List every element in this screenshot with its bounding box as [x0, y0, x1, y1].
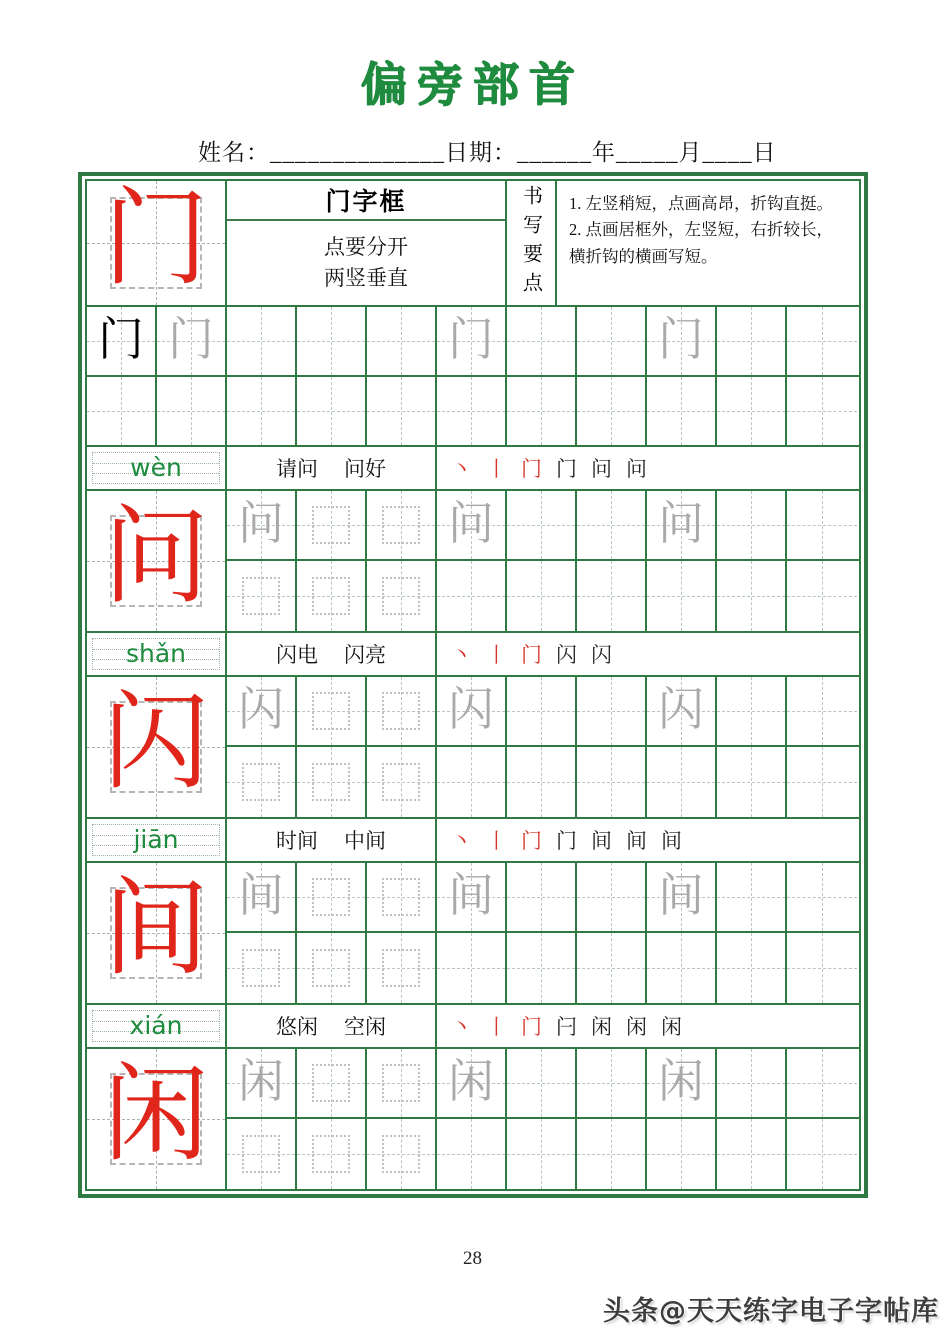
header-row — [87, 181, 859, 307]
practice-cell — [297, 933, 367, 1003]
practice-cell — [367, 933, 437, 1003]
stroke-glyph: 闲 — [661, 1015, 682, 1039]
practice-cell — [227, 1119, 297, 1189]
radical-subtitle-line: 两竖垂直 — [324, 266, 408, 290]
practice-cell — [297, 1049, 367, 1117]
trace-placeholder-box — [242, 949, 280, 987]
practice-cell — [437, 491, 507, 559]
trace-char: 闪 — [658, 684, 704, 736]
radical-model-char: 门 — [103, 180, 209, 298]
practice-cell — [297, 677, 367, 745]
practice-grid — [85, 179, 861, 1191]
pinyin-row — [87, 1005, 859, 1049]
practice-cell — [717, 1049, 787, 1117]
practice-cell — [647, 933, 717, 1003]
practice-cell — [87, 377, 157, 445]
pinyin-cell — [87, 447, 227, 489]
practice-cell — [647, 677, 717, 745]
radical-subtitle — [227, 221, 505, 305]
practice-cell — [437, 863, 507, 931]
stroke-glyph: 间 — [591, 829, 612, 853]
practice-cell — [507, 1119, 577, 1189]
practice-cell — [717, 747, 787, 817]
practice-cell — [647, 491, 717, 559]
practice-cell — [437, 377, 507, 445]
page-title: 偏旁部首 — [360, 57, 585, 111]
practice-cell — [717, 377, 787, 445]
practice-cell — [437, 1119, 507, 1189]
pinyin-row — [87, 819, 859, 863]
radical-name: 门字框 — [227, 181, 505, 221]
stroke-glyph: 闪 — [591, 643, 612, 667]
practice-cell — [787, 863, 857, 931]
model-char: 门 — [98, 314, 144, 366]
stroke-glyph: 门 — [521, 829, 542, 853]
practice-cell — [787, 561, 857, 631]
big-practice-row — [87, 491, 859, 631]
trace-char: 问 — [238, 498, 284, 550]
trace-placeholder-box — [312, 949, 350, 987]
practice-cell — [297, 307, 367, 375]
pinyin-cell — [87, 633, 227, 675]
character-block — [87, 819, 859, 1005]
trace-char: 门 — [448, 314, 494, 366]
practice-cell — [577, 677, 647, 745]
practice-cell — [367, 747, 437, 817]
practice-cell — [787, 491, 857, 559]
stroke-glyph: 丶 — [451, 643, 472, 667]
practice-cell — [787, 377, 857, 445]
stroke-glyph: 丶 — [451, 1015, 472, 1039]
practice-cell — [577, 377, 647, 445]
trace-placeholder-box — [382, 692, 420, 730]
trace-char: 间 — [658, 870, 704, 922]
practice-cell — [297, 1119, 367, 1189]
practice-cell — [437, 933, 507, 1003]
practice-row — [87, 377, 859, 447]
practice-cell — [437, 561, 507, 631]
watermark-text: 头条@天天练字电子字帖库 — [603, 1296, 939, 1327]
practice-cell — [647, 863, 717, 931]
practice-cell — [717, 491, 787, 559]
trace-char: 闪 — [238, 684, 284, 736]
stroke-glyph: 间 — [626, 829, 647, 853]
stroke-glyph: 丨 — [486, 643, 507, 667]
character-blocks — [87, 447, 859, 1189]
practice-cell — [787, 933, 857, 1003]
stroke-glyph: 间 — [661, 829, 682, 853]
notes-title-cell — [507, 181, 557, 305]
trace-placeholder-box — [312, 577, 350, 615]
practice-cell — [437, 677, 507, 745]
practice-cell — [227, 491, 297, 559]
stroke-glyph: 丨 — [486, 1015, 507, 1039]
stroke-order-cell — [437, 447, 859, 489]
word: 问好 — [344, 457, 386, 481]
radical-title-cell — [227, 181, 507, 305]
character-block — [87, 447, 859, 633]
practice-cell — [367, 863, 437, 931]
trace-placeholder-box — [242, 1135, 280, 1173]
trace-placeholder-box — [382, 878, 420, 916]
practice-cell — [717, 863, 787, 931]
practice-cell — [717, 677, 787, 745]
model-char-cell — [87, 1049, 227, 1189]
practice-row — [87, 307, 859, 377]
stroke-glyph: 闩 — [556, 1015, 577, 1039]
practice-cells-wrap — [227, 863, 859, 1003]
practice-cell — [227, 863, 297, 931]
practice-cell — [577, 307, 647, 375]
practice-cell — [717, 933, 787, 1003]
model-char-cell — [87, 863, 227, 1003]
trace-char: 闲 — [658, 1056, 704, 1108]
practice-cell — [647, 1119, 717, 1189]
radical-practice-rows — [87, 307, 859, 447]
practice-cell — [647, 307, 717, 375]
stroke-glyph: 门 — [521, 457, 542, 481]
trace-placeholder-box — [382, 949, 420, 987]
practice-cells-wrap — [227, 1049, 859, 1189]
trace-placeholder-box — [242, 577, 280, 615]
practice-row — [227, 491, 859, 561]
stroke-glyph: 门 — [556, 829, 577, 853]
model-char-red: 间 — [103, 870, 209, 988]
pinyin-row — [87, 633, 859, 677]
trace-char: 门 — [658, 314, 704, 366]
word: 中间 — [344, 829, 386, 853]
practice-cell — [577, 863, 647, 931]
trace-placeholder-box — [312, 1135, 350, 1173]
trace-char: 间 — [448, 870, 494, 922]
practice-row — [227, 933, 859, 1003]
words-cell — [227, 1005, 437, 1047]
trace-placeholder-box — [312, 878, 350, 916]
trace-char: 闪 — [448, 684, 494, 736]
practice-cell — [787, 307, 857, 375]
practice-cell — [507, 933, 577, 1003]
practice-cell — [227, 747, 297, 817]
practice-cell — [787, 1049, 857, 1117]
word: 闪亮 — [344, 643, 386, 667]
practice-cell — [157, 307, 227, 375]
practice-cell — [227, 307, 297, 375]
stroke-order-cell — [437, 633, 859, 675]
stroke-glyph: 丨 — [486, 457, 507, 481]
note-line: 2. 点画居框外，左竖短，右折较长，横折钩的横画写短。 — [569, 220, 833, 266]
practice-cell — [367, 377, 437, 445]
stroke-glyph: 闲 — [626, 1015, 647, 1039]
pinyin-cell — [87, 1005, 227, 1047]
practice-cell — [577, 1119, 647, 1189]
stroke-glyph: 丨 — [486, 829, 507, 853]
practice-cell — [227, 377, 297, 445]
trace-placeholder-box — [312, 763, 350, 801]
big-practice-row — [87, 863, 859, 1003]
practice-cell — [507, 747, 577, 817]
practice-cell — [297, 377, 367, 445]
practice-cell — [367, 1119, 437, 1189]
practice-cell — [367, 561, 437, 631]
practice-cell — [647, 377, 717, 445]
practice-cells-wrap — [227, 677, 859, 817]
trace-char: 问 — [658, 498, 704, 550]
practice-row — [227, 747, 859, 817]
practice-cell — [577, 561, 647, 631]
practice-cell — [297, 747, 367, 817]
practice-cell — [87, 307, 157, 375]
pinyin-text: shǎn — [125, 638, 187, 668]
practice-cell — [437, 1049, 507, 1117]
big-practice-row — [87, 1049, 859, 1189]
radical-subtitle-line: 点要分开 — [324, 234, 408, 259]
practice-cell — [227, 677, 297, 745]
practice-cell — [367, 491, 437, 559]
character-block — [87, 1005, 859, 1189]
practice-cell — [507, 561, 577, 631]
word: 请问 — [276, 457, 318, 481]
practice-cell — [787, 677, 857, 745]
practice-sheet — [78, 172, 868, 1198]
practice-cell — [577, 1049, 647, 1117]
trace-placeholder-box — [312, 506, 350, 544]
pinyin-row — [87, 447, 859, 491]
trace-placeholder-box — [312, 692, 350, 730]
word: 空闲 — [344, 1015, 386, 1039]
word: 悠闲 — [276, 1015, 318, 1039]
pinyin-text: xián — [129, 1010, 183, 1040]
practice-cell — [507, 677, 577, 745]
practice-row — [227, 863, 859, 933]
practice-row — [227, 677, 859, 747]
practice-cell — [227, 561, 297, 631]
practice-cell — [367, 677, 437, 745]
radical-model-cell — [87, 181, 227, 305]
trace-char: 门 — [168, 314, 214, 366]
practice-cell — [507, 377, 577, 445]
practice-cell — [297, 863, 367, 931]
stroke-glyph: 丶 — [451, 457, 472, 481]
practice-cell — [577, 933, 647, 1003]
model-char-red: 闲 — [103, 1056, 209, 1174]
character-block — [87, 633, 859, 819]
trace-placeholder-box — [382, 763, 420, 801]
model-char-cell — [87, 677, 227, 817]
word: 时间 — [276, 829, 318, 853]
stroke-glyph: 问 — [626, 457, 647, 481]
stroke-glyph: 门 — [556, 457, 577, 481]
practice-cell — [647, 747, 717, 817]
stroke-glyph: 闪 — [556, 643, 577, 667]
practice-cell — [367, 1049, 437, 1117]
pinyin-text: wèn — [130, 452, 182, 482]
stroke-glyph: 门 — [521, 1015, 542, 1039]
practice-cell — [297, 561, 367, 631]
practice-cell — [717, 307, 787, 375]
stroke-glyph: 闲 — [591, 1015, 612, 1039]
page-number: 28 — [463, 1248, 482, 1269]
words-cell — [227, 819, 437, 861]
practice-cell — [717, 1119, 787, 1189]
practice-cell — [507, 863, 577, 931]
word: 闪电 — [276, 643, 318, 667]
practice-cell — [507, 491, 577, 559]
notes-title: 书写要点 — [519, 185, 542, 301]
practice-row — [227, 1049, 859, 1119]
practice-cell — [647, 561, 717, 631]
trace-placeholder-box — [382, 1135, 420, 1173]
notes-cell — [557, 181, 859, 305]
words-cell — [227, 447, 437, 489]
model-char-cell — [87, 491, 227, 631]
model-char-red: 闪 — [103, 684, 209, 802]
practice-cell — [647, 1049, 717, 1117]
practice-cell — [227, 933, 297, 1003]
practice-cell — [507, 307, 577, 375]
pinyin-text: jiān — [133, 824, 179, 854]
stroke-glyph: 门 — [521, 643, 542, 667]
pinyin-cell — [87, 819, 227, 861]
stroke-glyph: 丶 — [451, 829, 472, 853]
practice-cell — [157, 377, 227, 445]
trace-char: 间 — [238, 870, 284, 922]
big-practice-row — [87, 677, 859, 817]
practice-cell — [437, 747, 507, 817]
trace-placeholder-box — [382, 577, 420, 615]
trace-placeholder-box — [312, 1064, 350, 1102]
practice-cell — [437, 307, 507, 375]
trace-char: 问 — [448, 498, 494, 550]
note-line: 1. 左竖稍短，点画高昂，折钩直挺。 — [569, 194, 833, 213]
practice-cell — [577, 491, 647, 559]
practice-cell — [367, 307, 437, 375]
stroke-order-cell — [437, 819, 859, 861]
practice-cell — [297, 491, 367, 559]
practice-cell — [577, 747, 647, 817]
practice-row — [227, 1119, 859, 1189]
practice-cell — [227, 1049, 297, 1117]
practice-row — [227, 561, 859, 631]
practice-cell — [717, 561, 787, 631]
model-char-red: 问 — [103, 498, 209, 616]
trace-char: 闲 — [448, 1056, 494, 1108]
trace-char: 闲 — [238, 1056, 284, 1108]
words-cell — [227, 633, 437, 675]
practice-cell — [787, 1119, 857, 1189]
practice-cell — [507, 1049, 577, 1117]
trace-placeholder-box — [242, 763, 280, 801]
practice-cells-wrap — [227, 491, 859, 631]
name-date-line: 姓名：______________日期：______年_____月____日 — [198, 140, 777, 165]
stroke-order-cell — [437, 1005, 859, 1047]
trace-placeholder-box — [382, 506, 420, 544]
stroke-glyph: 问 — [591, 457, 612, 481]
practice-cell — [787, 747, 857, 817]
trace-placeholder-box — [382, 1064, 420, 1102]
